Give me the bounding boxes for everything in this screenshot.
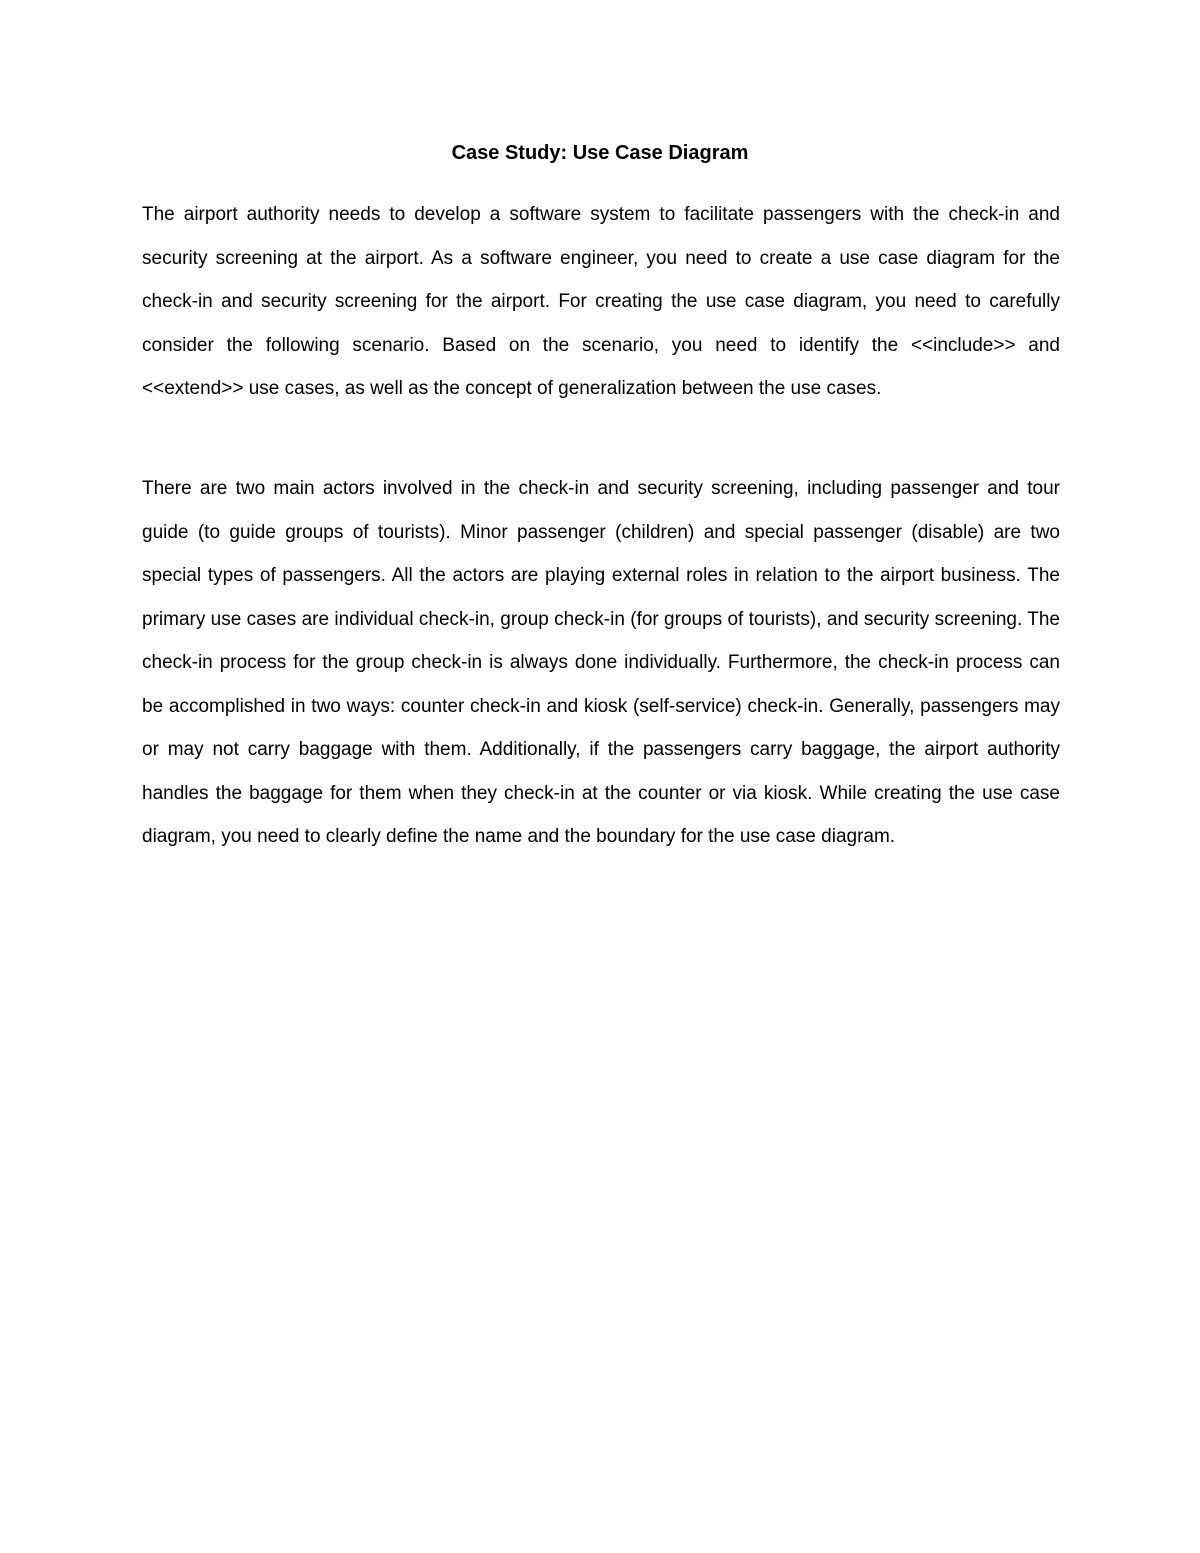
paragraph-intro: The airport authority needs to develop a software system to facilitate passengers with the check-in and security screening at the airport. As a software engineer, you need to create a use case diagram for the check-in and security screening for the airport. For creating the use case diagram, you need to carefully consider the following scenario. Based on the scenario, you need to identify the <<include>> and <<extend>> use cases, as well as the concept of generalization between the use cases. — [142, 204, 1060, 399]
paragraph-scenario: There are two main actors involved in the check-in and security screening, including passenger and tour guide (to guide groups of tourists). Minor passenger (children) and special passenger (disable) are two special types of passengers. All the actors are playing external roles in relation to the airport business. The primary use cases are individual check-in, group check-in (for groups of tourists), and security screening. The check-in process for the group check-in is always done individually. Furthermore, the check-in process can be accomplished in two ways: counter check-in and kiosk (self-service) check-in. Generally, passengers may or may not carry baggage with them. Additionally, if the passengers carry baggage, the airport authority handles the baggage for them when they check-in at the counter or via kiosk. While creating the use case diagram, you need to clearly define the name and the boundary for the use case diagram. — [142, 478, 1060, 847]
document-title: Case Study: Use Case Diagram — [451, 142, 749, 164]
